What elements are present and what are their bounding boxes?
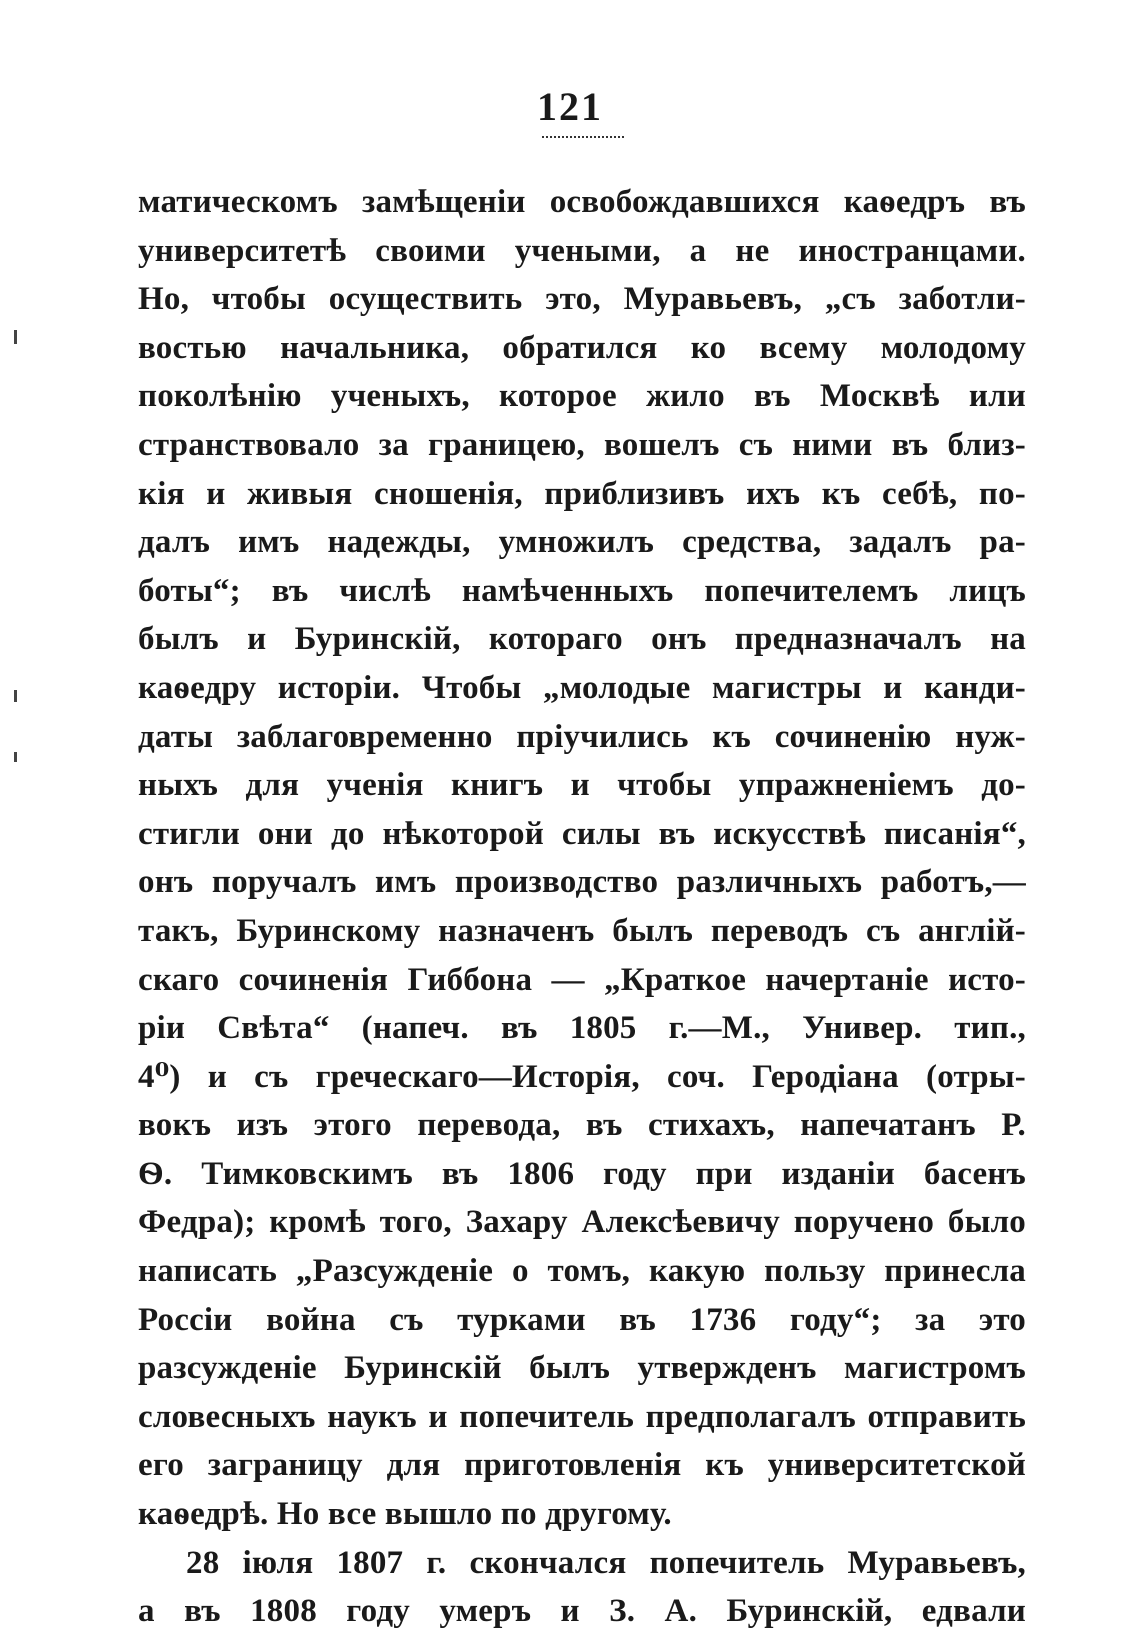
text-line: вокъ изъ этого перевода, въ стихахъ, напечатанъ Р. [138, 1107, 1026, 1144]
text-line: боты“; въ числѣ намѣченныхъ попечителемъ лицъ [138, 572, 1026, 609]
text-line: такъ, Буринскому назначенъ былъ переводъ съ англій- [138, 912, 1026, 949]
text-line: востью начальника, обратился ко всему молодому [138, 329, 1026, 366]
text-line: Федра); кромѣ того, Захару Алексѣевичу поручено было [138, 1204, 1026, 1241]
text-line: матическомъ замѣщеніи освобождавшихся каѳедръ въ [138, 184, 1026, 220]
text-line: былъ и Буринскій, котораго онъ предназначалъ на [138, 621, 1026, 658]
text-line: его заграницу для приготовленія къ университетской [138, 1447, 1026, 1484]
text-line: стигли они до нѣкоторой силы въ искусствѣ писанія“, [138, 815, 1026, 852]
text-line: скаго сочиненія Гиббона — „Краткое начертаніе исто- [138, 961, 1026, 998]
margin-mark [14, 752, 17, 762]
text-line: даты заблаговременно пріучились къ сочиненію нуж- [138, 718, 1026, 755]
paragraph-end-line: каѳедрѣ. Но все вышло по другому. [138, 1496, 672, 1533]
text-line: поколѣнію ученыхъ, которое жило въ Москвѣ или [138, 378, 1026, 415]
text-line: разсужденіе Буринскій былъ утвержденъ магистромъ [138, 1350, 1026, 1387]
text-line: ныхъ для ученія книгъ и чтобы упражненіемъ до- [138, 767, 1026, 804]
text-line: кія и живыя сношенія, приблизивъ ихъ къ себѣ, по- [138, 475, 1026, 512]
text-line: странствовало за границею, вошелъ съ ними въ близ- [138, 426, 1026, 463]
text-line: далъ имъ надежды, умножилъ средства, задалъ ра- [138, 524, 1026, 561]
text-line: Но, чтобы осуществить это, Муравьевъ, „съ заботли- [138, 281, 1026, 318]
text-line: онъ поручалъ имъ производство различныхъ работъ,— [138, 864, 1026, 901]
text-line: Ѳ. Тимковскимъ въ 1806 году при изданіи басенъ [138, 1155, 1026, 1192]
text-line: словесныхъ наукъ и попечитель предполагалъ отправить [138, 1398, 1026, 1435]
body-text [138, 178, 1026, 1636]
margin-mark [14, 330, 17, 344]
text-line: ріи Свѣта“ (напеч. въ 1805 г.—М., Универ. тип., [138, 1010, 1026, 1047]
page-number-rule [542, 136, 624, 138]
text-line: Россіи война съ турками въ 1736 году“; за это [138, 1301, 1026, 1338]
paragraph-start-line: 28 іюля 1807 г. скончался попечитель Муравьевъ, [186, 1544, 1026, 1581]
text-line: написать „Разсужденіе о томъ, какую пользу принесла [138, 1253, 1026, 1290]
text-line: каѳедру исторіи. Чтобы „молодые магистры и канди- [138, 669, 1026, 706]
text-line: а въ 1808 году умеръ и З. А. Буринскій, едвали [138, 1593, 1026, 1630]
text-line: 4⁰) и съ греческаго—Исторія, соч. Геродіана (отры- [138, 1058, 1026, 1095]
text-line: университетѣ своими учеными, а не иностранцами. [138, 232, 1026, 269]
page-number: 121 [537, 84, 603, 129]
margin-mark [14, 690, 17, 702]
